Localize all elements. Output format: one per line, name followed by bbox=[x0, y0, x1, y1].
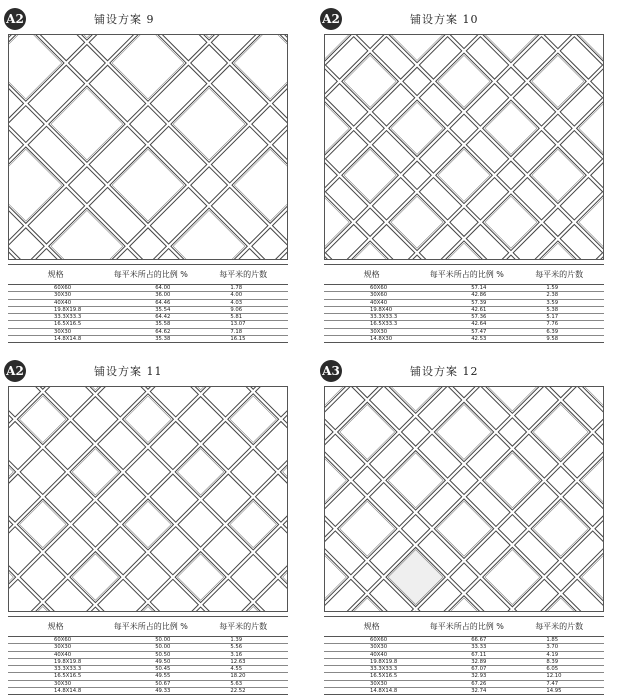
cell-ratio: 67.07 bbox=[419, 666, 514, 673]
cell-ratio: 50.00 bbox=[103, 637, 198, 644]
cell-count: 1.39 bbox=[198, 637, 288, 644]
cell-count: 1.85 bbox=[514, 637, 604, 644]
pattern-svg bbox=[325, 387, 603, 611]
cell-spec: 30X30 bbox=[8, 328, 103, 335]
table-row bbox=[324, 651, 604, 658]
cell-count: 22.52 bbox=[198, 688, 288, 695]
table-row bbox=[324, 637, 604, 644]
cell-ratio: 35.38 bbox=[103, 336, 198, 343]
cell-count: 4.00 bbox=[198, 292, 288, 299]
cell-spec: 33.3X33.3 bbox=[324, 666, 419, 673]
tile-grid bbox=[9, 35, 287, 259]
cell-ratio: 64.00 bbox=[103, 285, 198, 292]
cell-ratio: 57.14 bbox=[419, 285, 514, 292]
spec-table bbox=[8, 264, 288, 343]
cell-count: 2.38 bbox=[514, 292, 604, 299]
header-ratio: 每平米所占的比例 % bbox=[103, 617, 198, 637]
cell-spec: 60X60 bbox=[8, 637, 103, 644]
table-row bbox=[324, 292, 604, 299]
cell-spec: 14.8X30 bbox=[324, 336, 419, 343]
header-ratio: 每平米所占的比例 % bbox=[419, 265, 514, 285]
cell-spec: 30X30 bbox=[324, 328, 419, 335]
spec-table bbox=[8, 616, 288, 695]
cell-count: 6.05 bbox=[514, 666, 604, 673]
header-spec: 规格 bbox=[8, 265, 103, 285]
series-badge: A3 bbox=[320, 360, 342, 382]
table-row bbox=[324, 328, 604, 335]
cell-ratio: 42.64 bbox=[419, 321, 514, 328]
header-spec: 规格 bbox=[324, 617, 419, 637]
cell-count: 7.47 bbox=[514, 680, 604, 687]
tile-pattern-diagram bbox=[8, 386, 288, 612]
cell-count: 4.19 bbox=[514, 651, 604, 658]
table-row bbox=[8, 644, 288, 651]
header-ratio: 每平米所占的比例 % bbox=[419, 617, 514, 637]
cell-count: 5.17 bbox=[514, 314, 604, 321]
table-row bbox=[324, 321, 604, 328]
table-row bbox=[8, 637, 288, 644]
cell-spec: 60X60 bbox=[324, 285, 419, 292]
table-row bbox=[8, 673, 288, 680]
table-row bbox=[324, 336, 604, 343]
layout-panel-11 bbox=[4, 360, 292, 695]
cell-count: 5.38 bbox=[514, 306, 604, 313]
table-row bbox=[324, 688, 604, 695]
cell-count: 3.16 bbox=[198, 651, 288, 658]
cell-count: 14.95 bbox=[514, 688, 604, 695]
cell-ratio: 32.93 bbox=[419, 673, 514, 680]
header-spec: 规格 bbox=[8, 617, 103, 637]
cell-ratio: 57.39 bbox=[419, 299, 514, 306]
cell-spec: 60X60 bbox=[8, 285, 103, 292]
cell-spec: 40X40 bbox=[8, 651, 103, 658]
cell-spec: 19.8X19.8 bbox=[8, 306, 103, 313]
tile-pattern-diagram bbox=[324, 386, 604, 612]
table-row bbox=[8, 328, 288, 335]
header-count: 每平米的片数 bbox=[198, 617, 288, 637]
spec-table bbox=[324, 264, 604, 343]
cell-spec: 16.5X16.5 bbox=[8, 673, 103, 680]
spec-table bbox=[324, 616, 604, 695]
panel-title: 铺设方案 12 bbox=[410, 365, 479, 378]
table-row bbox=[8, 666, 288, 673]
cell-count: 4.03 bbox=[198, 299, 288, 306]
pattern-svg bbox=[325, 35, 603, 259]
cell-count: 13.07 bbox=[198, 321, 288, 328]
cell-count: 18.20 bbox=[198, 673, 288, 680]
cell-spec: 30X30 bbox=[8, 644, 103, 651]
cell-count: 7.18 bbox=[198, 328, 288, 335]
cell-spec: 30X30 bbox=[324, 680, 419, 687]
cell-spec: 19.8X19.8 bbox=[8, 658, 103, 665]
series-badge: A2 bbox=[4, 8, 26, 30]
cell-count: 8.39 bbox=[514, 658, 604, 665]
tile-pattern-diagram bbox=[324, 34, 604, 260]
cell-spec: 16.5X16.5 bbox=[324, 673, 419, 680]
cell-ratio: 42.53 bbox=[419, 336, 514, 343]
table-row bbox=[8, 336, 288, 343]
cell-count: 3.59 bbox=[514, 299, 604, 306]
cell-ratio: 64.62 bbox=[103, 328, 198, 335]
cell-spec: 19.8X40 bbox=[324, 306, 419, 313]
table-row bbox=[8, 299, 288, 306]
cell-count: 16.15 bbox=[198, 336, 288, 343]
table-row bbox=[8, 658, 288, 665]
table-row bbox=[324, 314, 604, 321]
table-row bbox=[8, 680, 288, 687]
layout-panel-12 bbox=[320, 360, 608, 695]
cell-count: 9.58 bbox=[514, 336, 604, 343]
cell-ratio: 35.54 bbox=[103, 306, 198, 313]
table-row bbox=[324, 299, 604, 306]
tile-grid bbox=[325, 35, 603, 259]
cell-ratio: 57.36 bbox=[419, 314, 514, 321]
cell-spec: 30X30 bbox=[8, 292, 103, 299]
cell-ratio: 33.33 bbox=[419, 644, 514, 651]
cell-ratio: 32.89 bbox=[419, 658, 514, 665]
layout-panel-9 bbox=[4, 8, 292, 343]
cell-spec: 33.3X33.3 bbox=[8, 314, 103, 321]
cell-ratio: 35.58 bbox=[103, 321, 198, 328]
layout-panel-10 bbox=[320, 8, 608, 343]
header-count: 每平米的片数 bbox=[198, 265, 288, 285]
table-row bbox=[8, 306, 288, 313]
cell-count: 1.59 bbox=[514, 285, 604, 292]
cell-spec: 40X40 bbox=[324, 299, 419, 306]
cell-spec: 33.3X33.3 bbox=[8, 666, 103, 673]
cell-ratio: 49.33 bbox=[103, 688, 198, 695]
cell-count: 12.10 bbox=[514, 673, 604, 680]
table-row bbox=[8, 651, 288, 658]
pattern-svg bbox=[9, 35, 287, 259]
cell-spec: 60X60 bbox=[324, 637, 419, 644]
tile-grid bbox=[9, 387, 287, 611]
cell-ratio: 66.67 bbox=[419, 637, 514, 644]
panel-title: 铺设方案 9 bbox=[94, 13, 155, 26]
tile-pattern-diagram bbox=[8, 34, 288, 260]
table-row bbox=[324, 285, 604, 292]
cell-ratio: 64.46 bbox=[103, 299, 198, 306]
table-row bbox=[324, 658, 604, 665]
table-row bbox=[324, 680, 604, 687]
cell-ratio: 50.67 bbox=[103, 680, 198, 687]
table-row bbox=[8, 688, 288, 695]
series-badge: A2 bbox=[320, 8, 342, 30]
cell-ratio: 42.86 bbox=[419, 292, 514, 299]
cell-spec: 16.5X33.3 bbox=[324, 321, 419, 328]
cell-count: 7.76 bbox=[514, 321, 604, 328]
table-row bbox=[324, 306, 604, 313]
cell-spec: 16.5X16.5 bbox=[8, 321, 103, 328]
cell-spec: 14.8X14.8 bbox=[8, 688, 103, 695]
cell-count: 4.55 bbox=[198, 666, 288, 673]
cell-ratio: 67.11 bbox=[419, 651, 514, 658]
header-count: 每平米的片数 bbox=[514, 265, 604, 285]
cell-spec: 33.3X33.3 bbox=[324, 314, 419, 321]
cell-ratio: 49.55 bbox=[103, 673, 198, 680]
header-spec: 规格 bbox=[324, 265, 419, 285]
table-row bbox=[324, 666, 604, 673]
table-row bbox=[8, 292, 288, 299]
cell-spec: 40X40 bbox=[324, 651, 419, 658]
cell-count: 9.06 bbox=[198, 306, 288, 313]
table-row bbox=[8, 285, 288, 292]
header-ratio: 每平米所占的比例 % bbox=[103, 265, 198, 285]
cell-ratio: 64.42 bbox=[103, 314, 198, 321]
cell-ratio: 32.74 bbox=[419, 688, 514, 695]
table-row bbox=[8, 321, 288, 328]
series-badge: A2 bbox=[4, 360, 26, 382]
cell-spec: 14.8X14.8 bbox=[8, 336, 103, 343]
table-row bbox=[324, 644, 604, 651]
tile-grid bbox=[325, 387, 603, 611]
cell-ratio: 42.61 bbox=[419, 306, 514, 313]
table-row bbox=[8, 314, 288, 321]
cell-count: 1.78 bbox=[198, 285, 288, 292]
cell-ratio: 50.50 bbox=[103, 651, 198, 658]
cell-ratio: 49.50 bbox=[103, 658, 198, 665]
cell-count: 6.39 bbox=[514, 328, 604, 335]
cell-count: 5.56 bbox=[198, 644, 288, 651]
cell-ratio: 50.00 bbox=[103, 644, 198, 651]
table-row bbox=[324, 673, 604, 680]
cell-spec: 14.8X14.8 bbox=[324, 688, 419, 695]
cell-spec: 19.8X19.8 bbox=[324, 658, 419, 665]
cell-spec: 30X30 bbox=[8, 680, 103, 687]
cell-spec: 30X60 bbox=[324, 292, 419, 299]
cell-count: 3.70 bbox=[514, 644, 604, 651]
panel-title: 铺设方案 11 bbox=[94, 365, 163, 378]
cell-count: 5.81 bbox=[198, 314, 288, 321]
pattern-svg bbox=[9, 387, 287, 611]
cell-ratio: 57.47 bbox=[419, 328, 514, 335]
cell-ratio: 67.26 bbox=[419, 680, 514, 687]
cell-count: 5.63 bbox=[198, 680, 288, 687]
cell-spec: 40X40 bbox=[8, 299, 103, 306]
panel-title: 铺设方案 10 bbox=[410, 13, 479, 26]
cell-spec: 30X30 bbox=[324, 644, 419, 651]
cell-count: 12.63 bbox=[198, 658, 288, 665]
cell-ratio: 50.45 bbox=[103, 666, 198, 673]
header-count: 每平米的片数 bbox=[514, 617, 604, 637]
cell-ratio: 36.00 bbox=[103, 292, 198, 299]
